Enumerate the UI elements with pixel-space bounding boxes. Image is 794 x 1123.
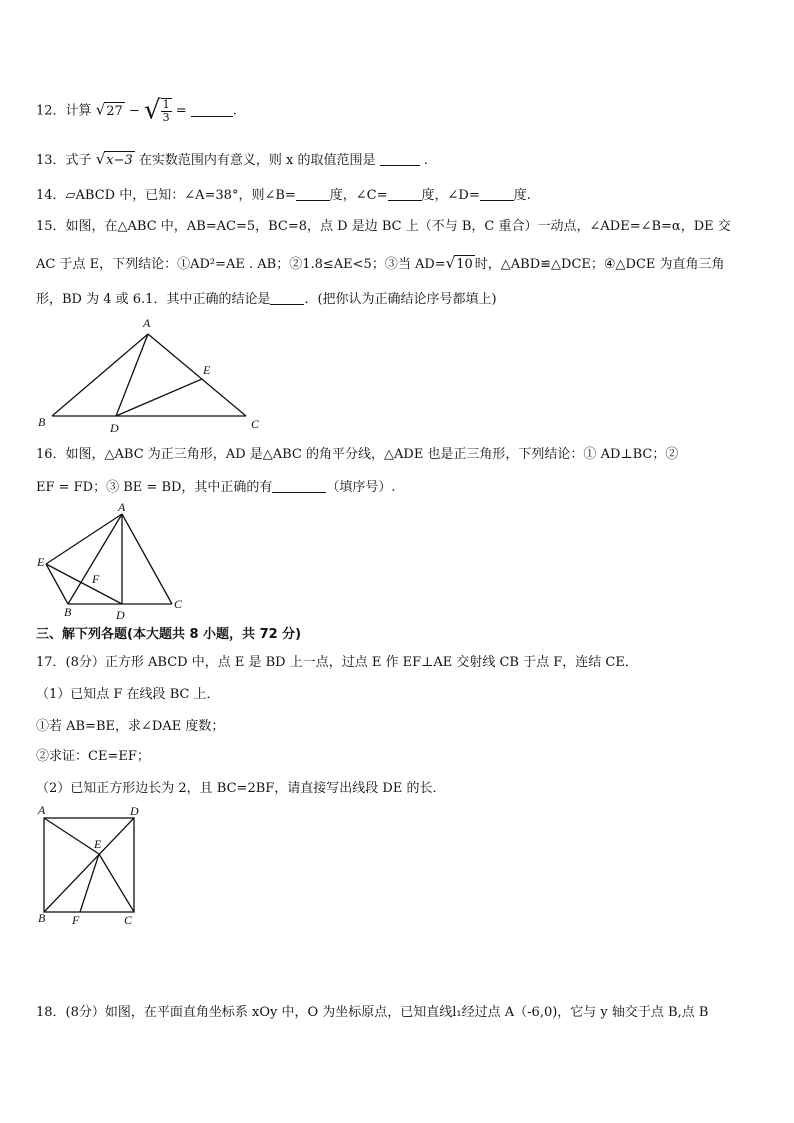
q13-radicand: x−3	[106, 153, 133, 168]
answer-blank[interactable]	[270, 290, 304, 305]
q15-l2a: AC 于点 E，下列结论：①AD²=AE . AB；②1.8≤AE<5；③当 AD=	[36, 257, 446, 272]
answer-blank[interactable]	[388, 186, 422, 201]
label-f: F	[92, 572, 100, 586]
edge-ac	[148, 334, 246, 416]
label-c: C	[174, 597, 183, 611]
frac-num: 1	[162, 98, 170, 111]
label-d: D	[130, 804, 139, 818]
label-c: C	[251, 417, 260, 431]
q13-end: .	[423, 153, 428, 168]
answer-blank[interactable]	[296, 186, 330, 201]
sqrt-symbol: √	[95, 150, 106, 168]
answer-blank[interactable]	[380, 151, 420, 166]
edge-ba	[52, 334, 148, 416]
sqrt-symbol: √	[445, 254, 456, 272]
q16-l2b: （填序号）.	[326, 480, 396, 495]
question-16-line-1: 16．如图，△ABC 为正三角形，AD 是△ABC 的角平分线，△ADE 也是正三角形，下列结论：① AD⊥BC；②	[36, 447, 679, 462]
question-13	[36, 150, 428, 170]
q15-triangle-figure	[36, 312, 276, 435]
q12-end: .	[232, 103, 237, 119]
q14-text2: 度，∠C=	[329, 188, 388, 203]
question-17-line-4: ②求证：CE=EF；	[36, 749, 150, 764]
label-f: F	[72, 913, 80, 927]
q15-l3a: 形，BD 为 4 或 6.1．其中正确的结论是	[36, 292, 271, 307]
label-c: C	[124, 913, 133, 927]
label-a: A	[118, 500, 126, 514]
q12-minus: −	[128, 103, 140, 119]
question-18-line-1: 18．(8分）如图，在平面直角坐标系 xOy 中，O 为坐标原点，已知直线l₁经过点 A（-6,0)，它与 y 轴交于点 B,点 B	[36, 1005, 709, 1020]
label-e: E	[94, 837, 102, 851]
label-d: D	[116, 608, 125, 622]
q14-text4: 度.	[513, 188, 531, 203]
answer-blank[interactable]	[191, 102, 233, 117]
segment-ef	[80, 854, 99, 912]
q15-radicand: 10	[456, 257, 473, 272]
q16-triangle-figure	[36, 500, 196, 624]
q12-eq: =	[175, 103, 187, 119]
q16-l2a: EF = FD；③ BE = BD，其中正确的有	[36, 480, 273, 495]
label-d: D	[110, 421, 119, 435]
label-e: E	[37, 555, 45, 569]
question-17-line-5: （2）已知正方形边长为 2，且 BC=2BF，请直接写出线段 DE 的长．	[36, 781, 446, 796]
edge-ac	[122, 514, 172, 604]
answer-blank[interactable]	[272, 478, 326, 493]
q12-radicand: 27	[106, 103, 123, 119]
q15-l3b: ．(把你认为正确结论序号都填上)	[304, 292, 497, 307]
question-15-line-3	[36, 290, 497, 309]
sqrt-symbol: √	[143, 95, 161, 126]
segment-ec	[99, 854, 134, 912]
q15-l2b: 时，△ABD≌△DCE；④△DCE 为直角三角	[474, 257, 725, 272]
question-15-line-1: 15．如图，在△ABC 中，AB=AC=5，BC=8，点 D 是边 BC 上（不与 B，C 重合）一动点，∠ADE=∠B=α，DE 交	[36, 219, 731, 234]
question-15-line-2	[36, 254, 725, 274]
label-b: B	[38, 911, 46, 925]
q12-fraction	[161, 98, 172, 124]
section-3-heading: 三、解下列各题(本大题共 8 小题，共 72 分)	[36, 627, 302, 642]
question-14	[36, 186, 531, 205]
sqrt-symbol: √	[95, 100, 106, 119]
answer-blank[interactable]	[480, 186, 514, 201]
segment-ae	[44, 818, 99, 854]
q14-text1: 14．▱ABCD 中，已知：∠A=38°，则∠B=	[36, 188, 296, 203]
label-b: B	[64, 605, 72, 619]
label-a: A	[38, 803, 46, 817]
q14-text3: 度，∠D=	[421, 188, 480, 203]
question-17-line-1: 17．(8分）正方形 ABCD 中，点 E 是 BD 上一点，过点 E 作 EF⊥AE 交射线 CB 于点 F，连结 CE．	[36, 655, 638, 670]
q13-post: 在实数范围内有意义，则 x 的取值范围是	[138, 153, 376, 168]
label-e: E	[203, 363, 211, 377]
q17-square-figure	[36, 804, 156, 934]
question-12	[36, 95, 237, 126]
question-17-line-3: ①若 AB=BE，求∠DAE 度数；	[36, 719, 225, 734]
q12-label: 12．计算	[36, 103, 92, 119]
frac-den: 3	[162, 111, 170, 124]
question-17-line-2: （1）已知点 F 在线段 BC 上．	[36, 687, 220, 702]
edge-ea	[46, 514, 122, 564]
label-b: B	[38, 415, 46, 429]
diagonal-bd	[44, 818, 134, 912]
label-a: A	[143, 316, 151, 330]
question-16-line-2	[36, 478, 396, 497]
q13-pre: 13．式子	[36, 153, 92, 168]
